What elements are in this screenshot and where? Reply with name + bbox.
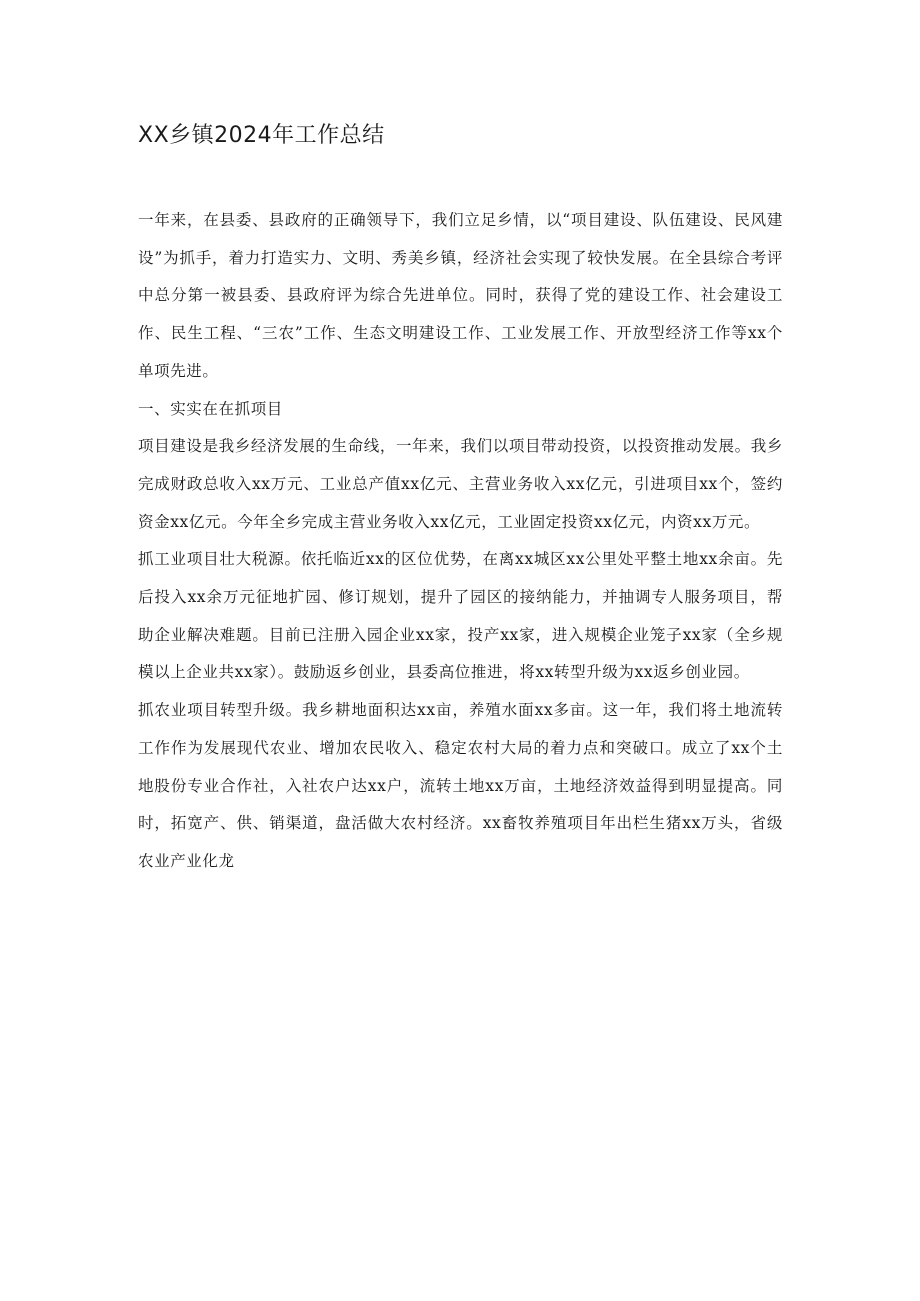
document-title: XX乡镇2024年工作总结 (138, 123, 385, 148)
section-heading: 一、实实在在抓项目 (138, 399, 283, 418)
agriculture-paragraph: 抓农业项目转型升级。我乡耕地面积达xx亩，养殖水面xx多亩。这一年，我们将土地流转工作作为发展现代农业、增加农民收入、稳定农村大局的着力点和突破口。成立了xx个土地股份专业合作社，入社农户达xx户，流转土地xx万亩，土地经济效益得到明显提高。同时，拓宽产、供、销渠道，盘活做大农村经济。xx畜牧养殖项目年出栏生猪xx万头，省级农业产业化龙 (138, 701, 783, 870)
project-paragraph: 项目建设是我乡经济发展的生命线，一年来，我们以项目带动投资，以投资推动发展。我乡完成财政总收入xx万元、工业总产值xx亿元、主营业务收入xx亿元，引进项目xx个，签约资金xx亿元。今年全乡完成主营业务收入xx亿元，工业固定投资xx亿元，内资xx万元。 (138, 437, 783, 531)
industry-paragraph: 抓工业项目壮大税源。依托临近xx的区位优势，在离xx城区xx公里处平整土地xx余亩。先后投入xx余万元征地扩园、修订规划，提升了园区的接纳能力，并抽调专人服务项目，帮助企业解决难题。目前已注册入园企业xx家，投产xx家，进入规模企业笼子xx家（全乡规模以上企业共xx家）。鼓励返乡创业，县委高位推进，将xx转型升级为xx返乡创业园。 (138, 550, 783, 682)
document-body (138, 202, 783, 881)
intro-paragraph: 一年来，在县委、县政府的正确领导下，我们立足乡情，以“项目建设、队伍建设、民风建设”为抓手，着力打造实力、文明、秀美乡镇，经济社会实现了较快发展。在全县综合考评中总分第一被县委、县政府评为综合先进单位。同时，获得了党的建设工作、社会建设工作、民生工程、“三农”工作、生态文明建设工作、工业发展工作、开放型经济工作等xx个单项先进。 (138, 211, 783, 380)
